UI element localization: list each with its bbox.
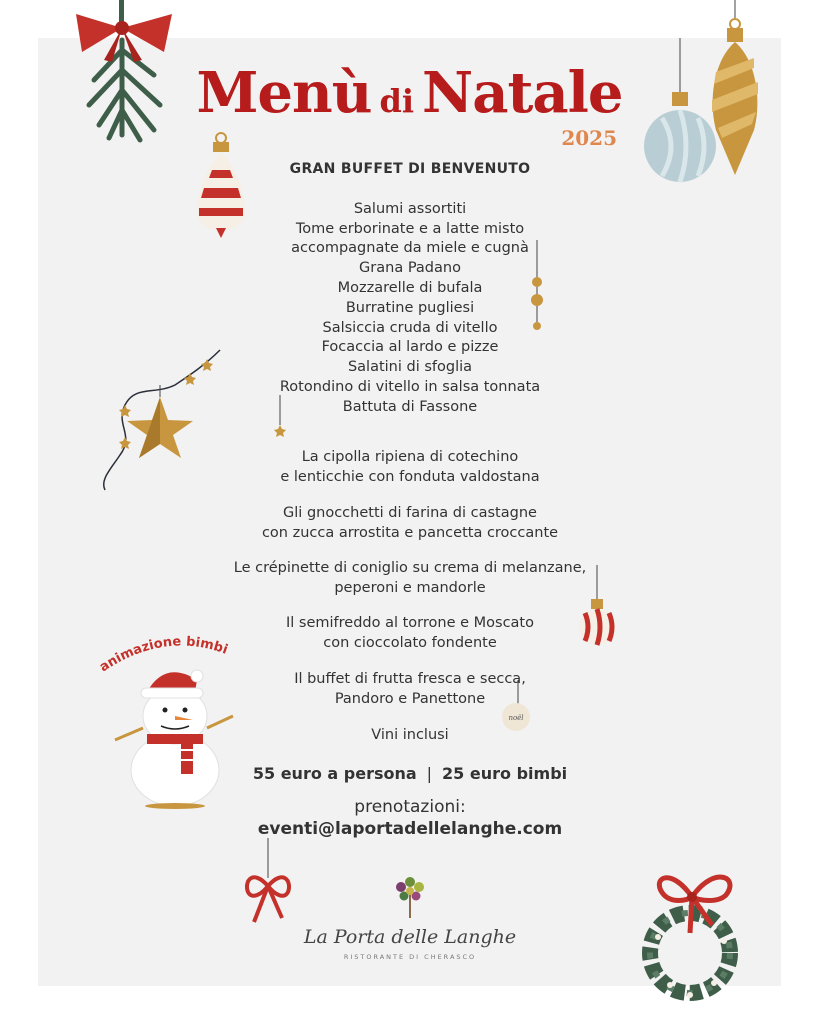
title-year: 2025 — [561, 126, 617, 150]
price-kids: 25 euro bimbi — [442, 764, 568, 783]
logo-subtitle: RISTORANTE DI CHERASCO — [343, 953, 477, 961]
price-separator: | — [426, 764, 433, 783]
wreath-icon — [630, 855, 760, 1015]
ornament-stripe-icon — [575, 565, 619, 655]
beads-icon — [525, 240, 549, 335]
course-line: con cioccolato fondente — [323, 634, 497, 651]
buffet-item: Salatini di sfoglia — [347, 359, 473, 376]
noel-tag-icon — [500, 680, 540, 732]
buffet-item: Mozzarelle di bufala — [337, 279, 483, 296]
buffet-item: Burratine pugliesi — [345, 299, 475, 316]
noel-tag-text: noël — [508, 714, 524, 722]
snowman-icon — [95, 630, 255, 810]
course-line: con zucca arrostita e pancetta croccante — [261, 524, 559, 541]
price-adult: 55 euro a persona — [252, 764, 417, 783]
ornament-red-icon — [190, 130, 252, 242]
buffet-heading: GRAN BUFFET DI BENVENUTO — [289, 161, 531, 177]
buffet-item: Battuta di Fassone — [342, 398, 478, 415]
buffet-item: Salsiccia cruda di vitello — [322, 319, 498, 336]
course-line: Gli gnocchetti di farina di castagne — [283, 505, 537, 521]
red-bow-icon — [242, 838, 294, 926]
star-garland-icon — [95, 345, 295, 495]
course-line: Il semifreddo al torrone e Moscato — [285, 615, 534, 631]
buffet-item: Salumi assortiti — [353, 200, 467, 217]
buffet-item: Focaccia al lardo e pizze — [321, 339, 499, 356]
tree-logo-icon — [390, 872, 430, 920]
buffet-item: Grana Padano — [359, 260, 461, 277]
course-line: Pandoro e Panettone — [334, 690, 486, 707]
title-second: Natale — [422, 60, 623, 126]
course-line: La cipolla ripiena di cotechino — [301, 449, 519, 465]
kids-badge-text: animazione bimbi — [97, 634, 230, 676]
booking-email[interactable]: eventi@laportadellelanghe.com — [257, 819, 563, 839]
bow-pine-icon — [64, 0, 194, 145]
course-line: peperoni e mandorle — [334, 579, 486, 596]
course-line: Il buffet di frutta fresca e secca, — [294, 671, 526, 687]
title-connector: di — [379, 82, 415, 120]
buffet-item: Rotondino di vitello in salsa tonnata — [279, 378, 541, 395]
course-primo — [160, 504, 660, 544]
booking-label: prenotazioni: — [354, 797, 466, 817]
buffet-item: Tome erborinate e a latte misto — [295, 220, 525, 237]
ornament-gold-blue-icon — [640, 0, 770, 200]
wine-line: Vini inclusi — [371, 727, 449, 743]
course-line: e lenticchie con fonduta valdostana — [280, 468, 540, 485]
logo-name: La Porta delle Langhe — [303, 926, 517, 948]
course-line: Le crépinette di coniglio su crema di melanzane, — [233, 560, 587, 576]
svg-text:animazione bimbi — [97, 634, 230, 675]
buffet-item: accompagnate da miele e cugnà — [291, 240, 529, 257]
title-main: Menù — [196, 60, 372, 126]
